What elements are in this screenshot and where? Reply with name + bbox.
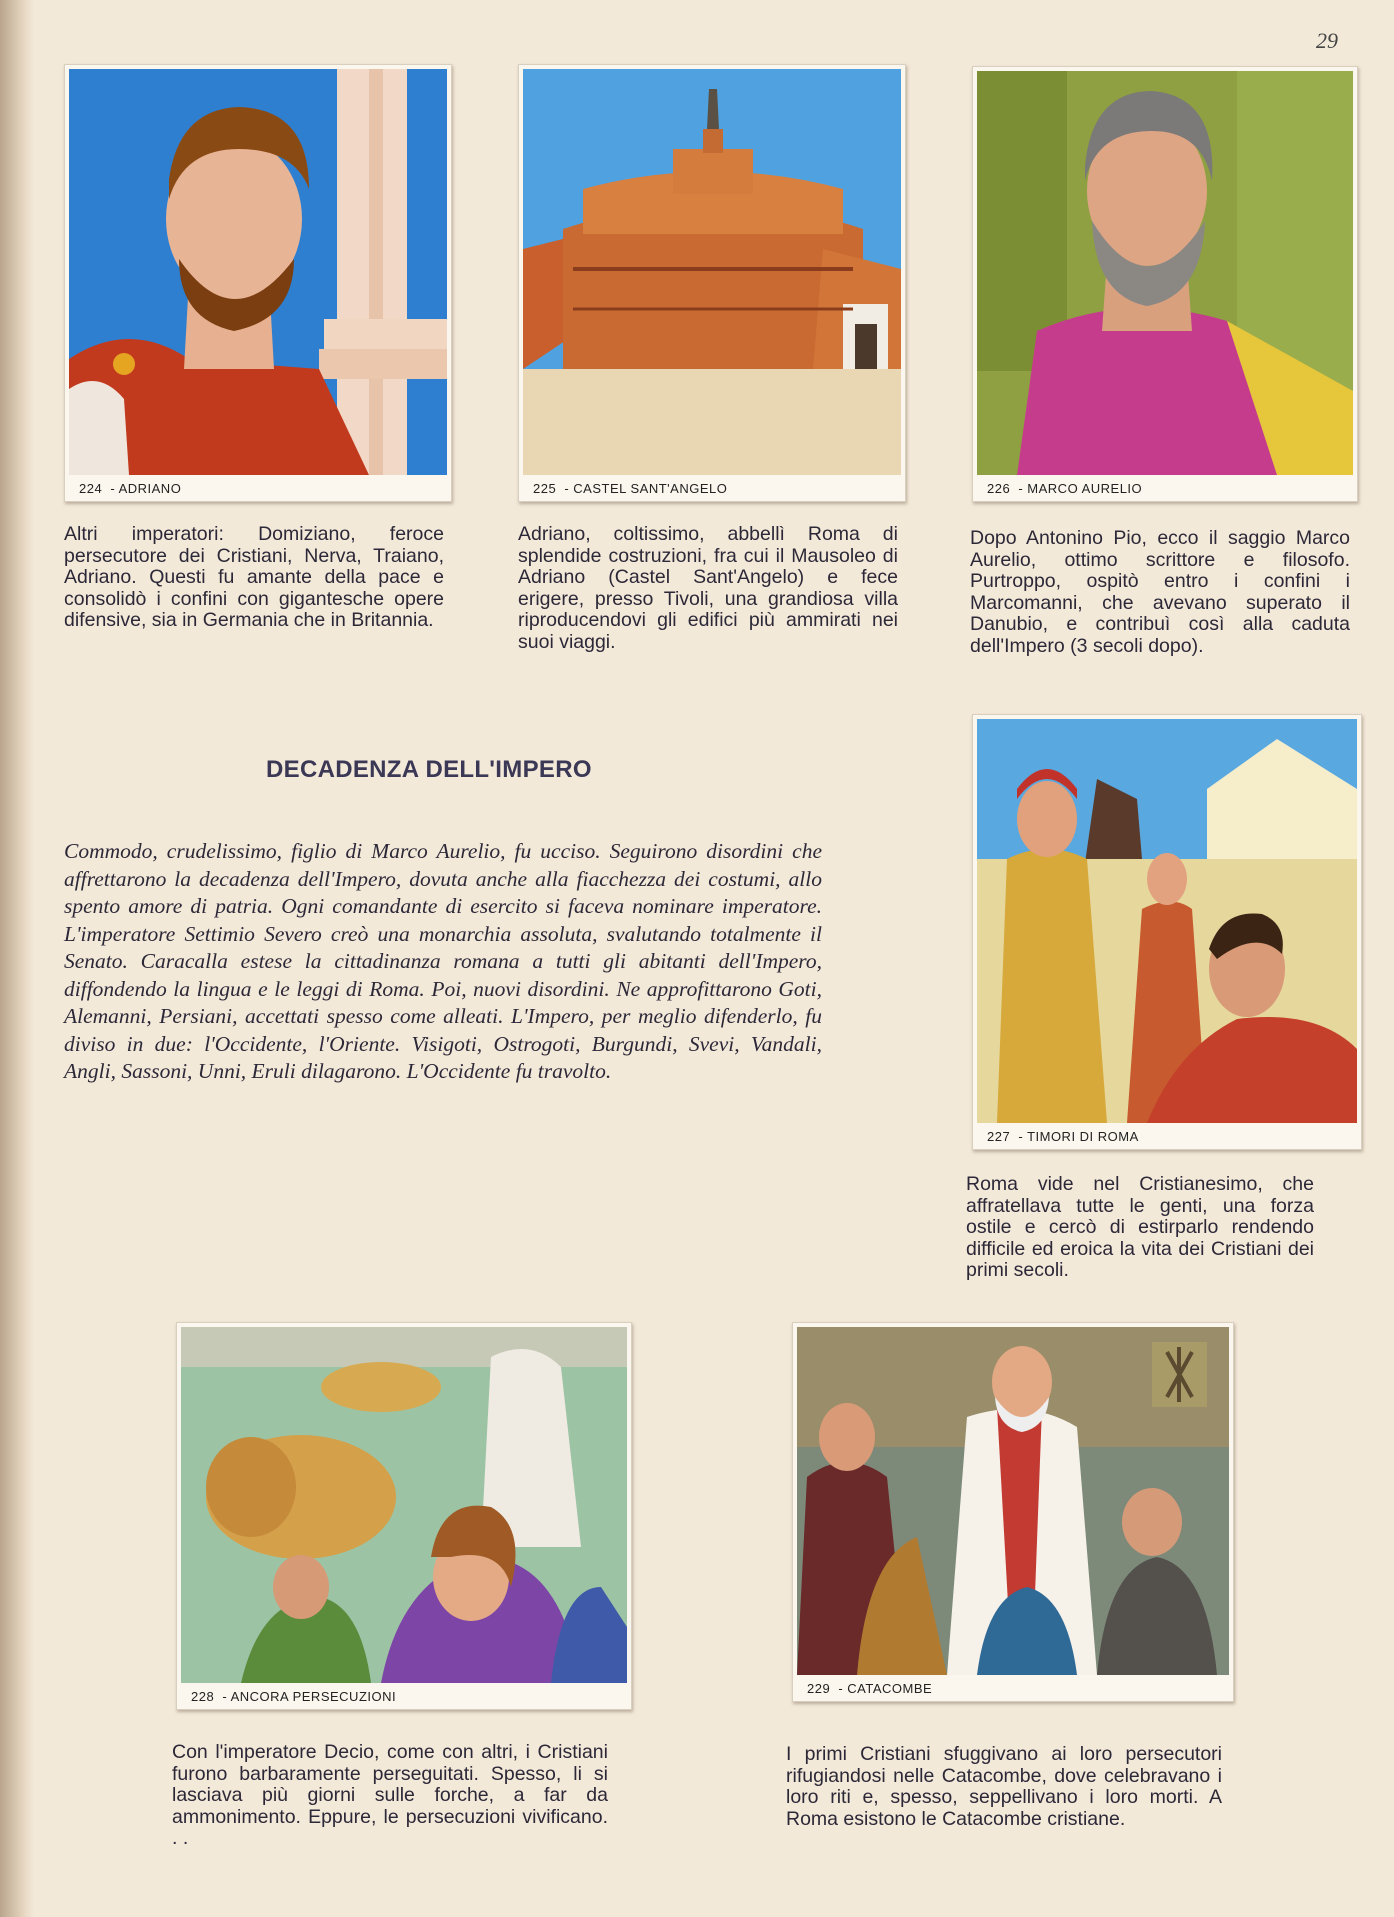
card-description-castel-santangelo: Adriano, coltissimo, abbellì Roma di splendide costruzioni, fra cui il Mausoleo di Adriano (Castel Sant'Angelo) e fece erigere, presso Tivoli, una grandiosa villa riproducendovi gli edifici più ammirati nei suoi viaggi. xyxy=(518,523,898,653)
card-number: 226 xyxy=(987,481,1011,496)
caption-separator: - xyxy=(1018,1129,1024,1144)
catacombs-mass-illustration xyxy=(797,1327,1229,1675)
section-body: Commodo, crudelissimo, figlio di Marco Aurelio, fu ucciso. Seguirono disordini che affrettarono la decadenza dell'Impero, dovuta anche alla fiacchezza dei costumi, allo spento amore di patria. Ogni comandante di esercito si faceva nominare imperatore. L'imperatore Settimio Severo creò una monarchia assoluta, svalutando totalmente il Senato. Caracalla estese la cittadinanza romana a tutti gli abitanti dell'Impero, diffondendo la lingua e le leggi di Roma. Poi, nuovi disordini. Ne approfittarono Goti, Alemanni, Persiani, accettati spesso come alleati. L'Impero, per meglio difenderlo, fu diviso in due: l'Occidente, l'Oriente. Visigoti, Ostrogoti, Burgundi, Svevi, Vandali, Angli, Sassoni, Unni, Eruli dilagarono. L'Occidente fu travolto. xyxy=(64,839,822,1083)
card-number: 228 xyxy=(191,1689,215,1704)
castel-santangelo-illustration xyxy=(523,69,901,475)
section-title: DECADENZA DELL'IMPERO xyxy=(266,756,592,783)
card-caption xyxy=(533,481,727,496)
card-caption xyxy=(987,481,1142,496)
card-caption xyxy=(987,1129,1139,1144)
card-caption xyxy=(807,1681,932,1696)
sticker-card-marco-aurelio xyxy=(972,66,1358,502)
card-title: CATACOMBE xyxy=(847,1681,933,1696)
card-title: MARCO AURELIO xyxy=(1027,481,1143,496)
card-caption xyxy=(79,481,181,496)
caption-separator: - xyxy=(1018,481,1024,496)
portrait-adriano-illustration xyxy=(69,69,447,475)
page-number: 29 xyxy=(1316,28,1338,53)
card-title: ANCORA PERSECUZIONI xyxy=(230,1689,397,1704)
card-number: 229 xyxy=(807,1681,831,1696)
card-description-ancora-persecuzioni: Con l'imperatore Decio, come con altri, i Cristiani furono barbaramente perseguitati. Spesso, li si lasciava più giorni sulle forche, a far da ammonimento. Eppure, le persecuzioni vivificano. . . xyxy=(172,1741,608,1849)
caption-separator: - xyxy=(222,1689,228,1704)
sticker-card-castel-santangelo xyxy=(518,64,906,502)
caption-separator: - xyxy=(838,1681,844,1696)
sticker-card-timori-di-roma xyxy=(972,714,1362,1150)
page-binding-shadow xyxy=(0,0,34,1917)
card-number: 225 xyxy=(533,481,557,496)
card-title: ADRIANO xyxy=(118,481,182,496)
card-description-adriano: Altri imperatori: Domiziano, feroce persecutore dei Cristiani, Nerva, Traiano, Adriano. Questi fu amante della pace e consolidò i confini con gigantesche opere difensive, sia in Germania che in Britannia. xyxy=(64,523,444,631)
card-description-timori-di-roma: Roma vide nel Cristianesimo, che affratellava tutte le genti, una forza ostile e cercò di estirparlo rendendo difficile ed eroica la vita dei Cristiani dei primi secoli. xyxy=(966,1173,1314,1281)
card-number: 224 xyxy=(79,481,103,496)
card-description-catacombe: I primi Cristiani sfuggivano ai loro persecutori rifugiandosi nelle Catacombe, dove celebravano i loro riti e, spesso, seppellivano i loro morti. A Roma esistono le Catacombe cristiane. xyxy=(786,1743,1222,1830)
sticker-card-catacombe xyxy=(792,1322,1234,1702)
card-caption xyxy=(191,1689,396,1704)
card-title: CASTEL SANT'ANGELO xyxy=(573,481,728,496)
card-title: TIMORI DI ROMA xyxy=(1027,1129,1139,1144)
persecution-lions-illustration xyxy=(181,1327,627,1683)
sticker-card-ancora-persecuzioni xyxy=(176,1322,632,1710)
caption-separator: - xyxy=(564,481,570,496)
roman-soldiers-illustration xyxy=(977,719,1357,1123)
card-description-marco-aurelio: Dopo Antonino Pio, ecco il saggio Marco Aurelio, ottimo scrittore e filosofo. Purtroppo, ospitò entro i confini i Marcomanni, che avevano superato il Danubio, e contribuì così alla caduta dell'Impero (3 secoli dopo). xyxy=(970,527,1350,657)
caption-separator: - xyxy=(110,481,116,496)
card-number: 227 xyxy=(987,1129,1011,1144)
portrait-marco-aurelio-illustration xyxy=(977,71,1353,475)
sticker-card-adriano xyxy=(64,64,452,502)
